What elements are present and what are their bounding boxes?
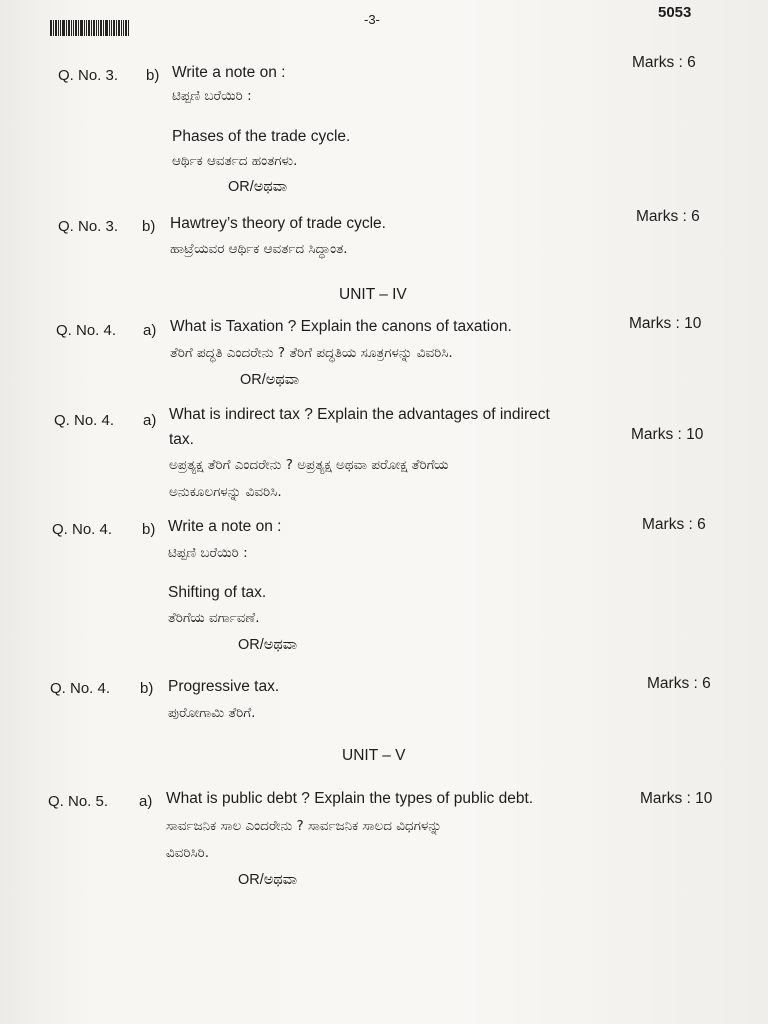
question-text: Shifting of tax. (168, 584, 267, 601)
question-text-kannada: ತೆರಿಗೆಯ ವರ್ಗಾವಣೆ. (168, 610, 260, 626)
or-separator: OR/ಅಥವಾ (228, 179, 288, 195)
question-number: Q. No. 4. (56, 322, 117, 339)
sub-question-label: b) (146, 67, 160, 84)
marks-label: Marks : 6 (636, 208, 700, 225)
or-separator: OR/ಅಥವಾ (238, 637, 298, 653)
question-number: Q. No. 3. (58, 218, 119, 235)
question-text: Phases of the trade cycle. (172, 128, 351, 145)
question-text-kannada: ಹಾಟ್ರೆಯವರ ಆರ್ಥಿಕ ಆವರ್ತದ ಸಿದ್ಧಾಂತ. (170, 241, 348, 257)
question-number: Q. No. 4. (50, 680, 111, 697)
sub-question-label: a) (143, 322, 157, 339)
marks-label: Marks : 6 (647, 675, 711, 692)
or-separator: OR/ಅಥವಾ (238, 872, 298, 888)
question-text-kannada: ಆರ್ಥಿಕ ಆವರ್ತದ ಹಂತಗಳು. (172, 153, 298, 169)
unit-heading: UNIT – V (342, 747, 406, 764)
question-text-kannada: ವಿವರಿಸಿರಿ. (166, 845, 210, 861)
question-number: Q. No. 4. (52, 521, 113, 538)
barcode (50, 20, 142, 36)
question-text: What is Taxation ? Explain the canons of taxation. (170, 318, 512, 335)
marks-label: Marks : 10 (631, 426, 704, 443)
question-text: What is indirect tax ? Explain the advantages of indirect (169, 406, 550, 423)
question-text-kannada: ತೆರಿಗೆ ಪದ್ಧತಿ ಎಂದರೇನು ? ತೆರಿಗೆ ಪದ್ಧತಿಯ ಸೂತ್ರಗಳನ್ನು ವಿವರಿಸಿ. (170, 345, 453, 361)
question-number: Q. No. 5. (48, 793, 109, 810)
question-text-kannada: ಸಾರ್ವಜನಿಕ ಸಾಲ ಎಂದರೇನು ? ಸಾರ್ವಜನಿಕ ಸಾಲದ ವಿಧಗಳನ್ನು (166, 818, 442, 834)
unit-heading: UNIT – IV (339, 286, 407, 303)
sub-question-label: b) (142, 521, 156, 538)
question-text: What is public debt ? Explain the types of public debt. (166, 790, 534, 807)
marks-label: Marks : 10 (640, 790, 713, 807)
marks-label: Marks : 6 (632, 54, 696, 71)
question-text: Hawtrey’s theory of trade cycle. (170, 215, 386, 232)
question-text-kannada: ಅಪ್ರತ್ಯಕ್ಷ ತೆರಿಗೆ ಎಂದರೇನು ? ಅಪ್ರತ್ಯಕ್ಷ ಅಥವಾ ಪರೋಕ್ಷ ತೆರಿಗೆಯ (169, 457, 449, 473)
sub-question-label: b) (142, 218, 156, 235)
page-number: -3- (364, 12, 380, 27)
question-text: Progressive tax. (168, 678, 280, 695)
sub-question-label: a) (139, 793, 153, 810)
question-number: Q. No. 4. (54, 412, 115, 429)
sub-question-label: b) (140, 680, 154, 697)
question-number: Q. No. 3. (58, 67, 119, 84)
question-text: Write a note on : (172, 64, 286, 81)
question-text: Write a note on : (168, 518, 282, 535)
question-text: tax. (169, 431, 194, 448)
marks-label: Marks : 10 (629, 315, 702, 332)
question-text-kannada: ಟಿಪ್ಪಣಿ ಬರೆಯಿರಿ : (168, 545, 248, 561)
question-text-kannada: ಅನುಕೂಲಗಳನ್ನು ವಿವರಿಸಿ. (169, 484, 282, 500)
marks-label: Marks : 6 (642, 516, 706, 533)
question-text-kannada: ಪುರೋಗಾಮಿ ತೆರಿಗೆ. (168, 705, 256, 721)
question-text-kannada: ಟಿಪ್ಪಣಿ ಬರೆಯಿರಿ : (172, 88, 252, 104)
or-separator: OR/ಅಥವಾ (240, 372, 300, 388)
sub-question-label: a) (143, 412, 157, 429)
paper-code: 5053 (658, 4, 692, 21)
